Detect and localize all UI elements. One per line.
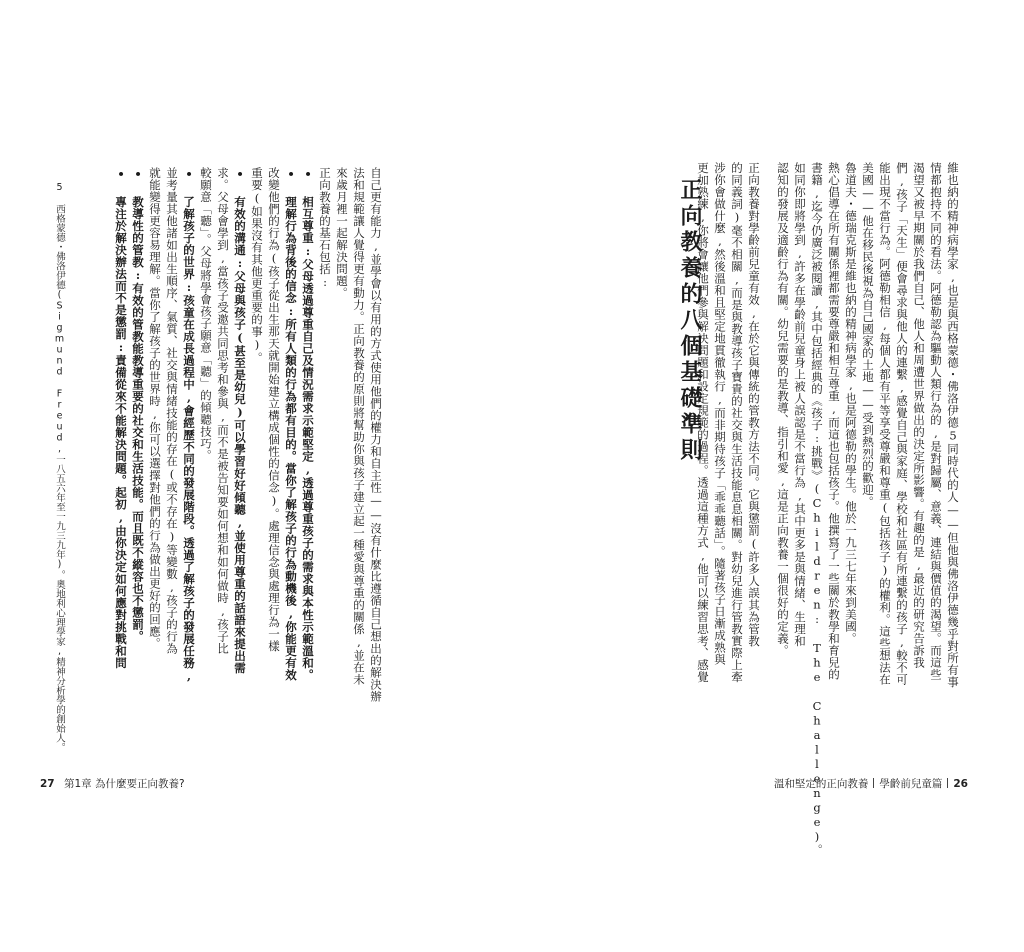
body-column: 自己更有能力,並學會以有用的方式使用他們的權力和自主性——沒有什麼比遵循自己想出的解決辦 — [369, 167, 383, 703]
body-column: 們,孩子「天生」便會尋求與他人的連繫,感覺自己與家庭、學校和社區有所連繫的孩子,較不可 — [895, 162, 909, 686]
body-column: 熱心倡導在所有關係裡都需要尊嚴和相互尊重,而這也包括孩子。他撰寫了一些關於教學和育兒的 — [827, 162, 841, 681]
body-column: 美國——他在移民後視為自己國家的土地——受到熱烈的歡迎。 — [861, 162, 875, 508]
bullet-item: • 了解孩子的世界:孩童在成長過程中,會經歷不同的發展階段。透過了解孩子的發展任務, — [182, 167, 196, 684]
body-column: 正向教養對學齡前兒童有效,在於它與傳統的管教方法不同。它與懲罰(許多人誤其為管教 — [747, 162, 761, 647]
body-column: 並考量其他諸如出生順序、氣質、社交與情緒技能的存在(或不存在)等變數,孩子的行為 — [165, 167, 179, 655]
footnote: 5 西格蒙德・佛洛伊德(Sigmund Freud,一八五六年至一九三九年)。奧地利心理學家,精神分析學的創始人。 — [54, 182, 65, 752]
bullet-item: • 專注於解決辦法而不是懲罰:責備從來不能解決問題。起初,由你決定如何應對挑戰和問 — [114, 167, 128, 669]
left-running-footer — [40, 776, 185, 791]
body-column: 重要(如果沒有其他更重要的事)。 — [250, 167, 264, 364]
body-column: 如同你即將學到,許多在學齡前兒童身上被人誤認是不當行為,其中更多是與情緒、生理和 — [793, 162, 807, 647]
left-page-body — [112, 167, 384, 712]
right-running-footer — [774, 776, 968, 791]
body-column: 改變他們的行為(孩子從出生那天就開始建立構成個性的信念)。處理信念與處理行為一樣 — [267, 167, 281, 652]
body-column: 維也納的精神病學家,也是與西格蒙德・佛洛伊德5同時代的人——但他與佛洛伊德幾乎對所有事 — [946, 162, 960, 688]
page-number: 27 — [40, 778, 55, 790]
body-column: 較願意「聽」。父母將學會孩子願意「聽」的傾聽技巧。 — [199, 167, 213, 462]
body-column: 更加熟練,你將會讓他們參與解決問題和設定規範的過程。透過這種方式,他可以練習思考、感覺 — [696, 162, 710, 683]
book-title: 溫和堅定的正向教養 — [773, 778, 869, 790]
body-column: 來歲月裡一起解決問題。 — [335, 167, 349, 299]
body-column: 涉你會做什麼,然後溫和且堅定地貫徹執行,而非期待孩子「乖乖聽話」。隨著孩子日漸成熟與 — [713, 162, 727, 666]
body-column: 的同義詞)毫不相關,而是與教導孩子寶貴的社交與生活技能息息相關。對幼兒進行管教實際上牽 — [730, 162, 744, 683]
footer-divider — [947, 778, 948, 788]
bullet-item: • 理解行為背後的信念:所有人類的行為都有目的。當你了解孩子的行為動機後,你能更有效 — [284, 167, 298, 681]
bullet-item: • 有效的溝通:父母與孩子(甚至是幼兒)可以學習好好傾聽,並使用尊重的話語來提出需 — [233, 167, 247, 674]
body-column: 認知的發展及適齡行為有關。幼兒需要的是教導、指引和愛,這是正向教養一個很好的定義。 — [776, 162, 790, 657]
body-column: 書籍,迄今仍廣泛被閱讀,其中包括經典的《孩子:挑戰》(Children: The Challenge)。 — [810, 162, 824, 856]
footer-divider — [873, 778, 874, 788]
bullet-item: • 教導性的管教:有效的管教能教導重要的社交和生活技能。而且既不縱容也不懲罰。 — [131, 167, 145, 643]
book-subtitle: 學齡前兒童篇 — [879, 778, 943, 790]
page-number: 26 — [953, 778, 968, 790]
body-column: 能出現不當行為。阿德勒相信,每個人都有平等享受尊嚴和尊重(包括孩子)的權利。這些想法在 — [878, 162, 892, 686]
body-column: 渴望又被早期關於我們自己、他人和周遭世界做出的決定所影響。有趣的是,最近的研究告訴我 — [912, 162, 926, 669]
right-page — [512, 0, 1024, 952]
body-column: 求。父母會學到,當孩子受邀共同思考和參與,而不是被告知要如何想和如何做時,孩子比 — [216, 167, 230, 655]
body-column: 情都抱持不同的看法。阿德勒認為驅動人類行為的,是對歸屬、意義、連結與價值的渴望。而這些 — [929, 162, 943, 681]
bullet-item: • 相互尊重:父母透過尊重自己及情況需求示範堅定,透過尊重孩子的需求與本性示範溫和。 — [301, 167, 315, 681]
section-heading: 正向教養的八個基礎準則 — [677, 178, 702, 464]
chapter-title: 第1章 為什麼要正向教養? — [63, 778, 185, 790]
body-column: 正向教養的基石包括: — [318, 167, 332, 290]
body-column: 法和規範讓人覺得更有動力。正向教養的原則將幫助你與孩子建立起一種愛與尊重的關係,並在未 — [352, 167, 366, 686]
body-column: 就能變得更容易理解。當你了解孩子的世界時,你可以選擇對他們的行為做出更好的回應。 — [148, 167, 162, 650]
body-column: 魯道夫・德瑞克斯是維也納的精神病學家,也是阿德勒的學生。他於一九三七年來到美國。 — [844, 162, 858, 645]
right-page-lower-body — [694, 162, 762, 686]
